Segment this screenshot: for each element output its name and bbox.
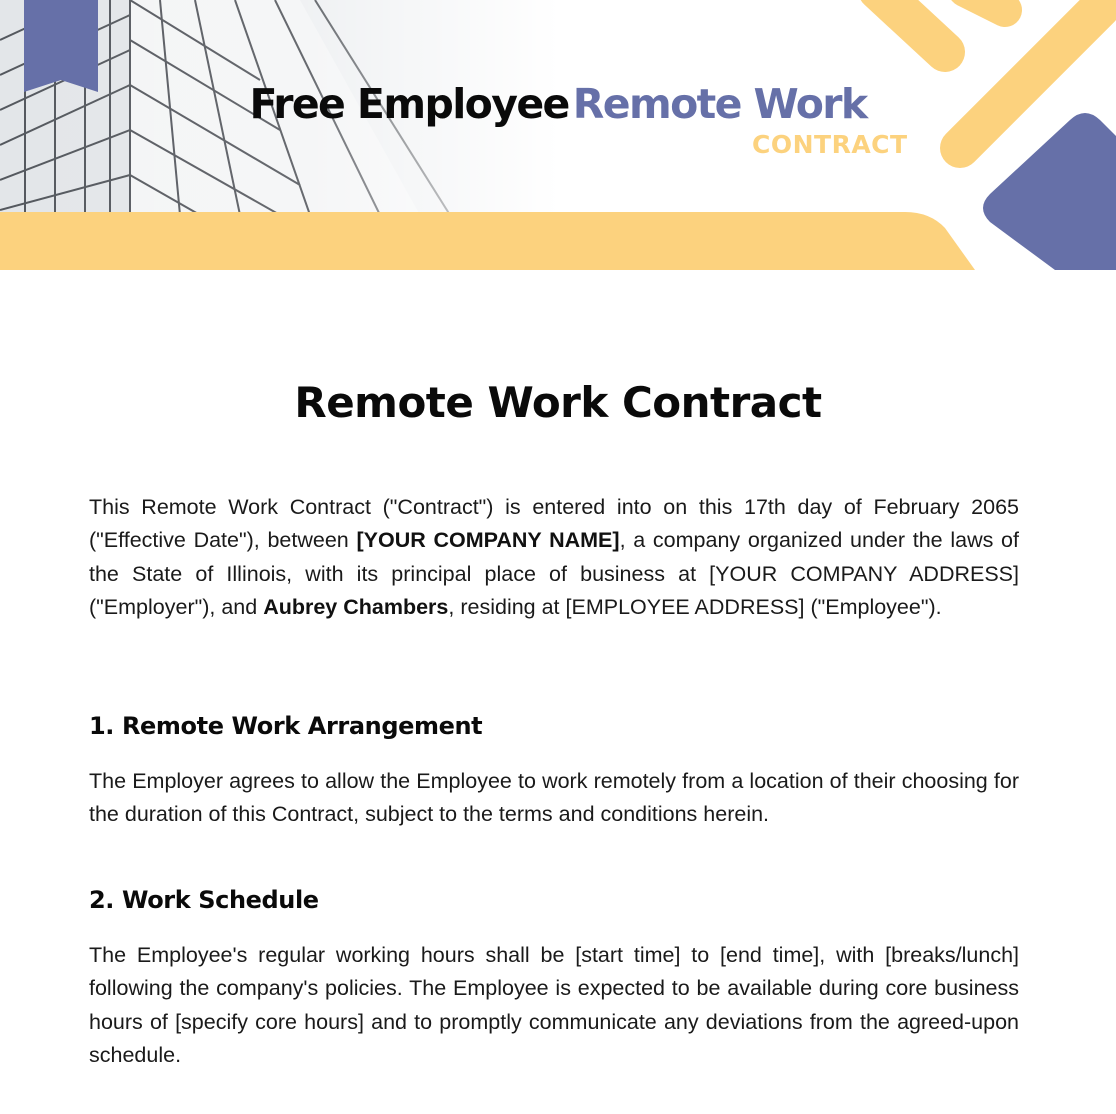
section-body: The Employer agrees to allow the Employee to work remotely from a location of their choosing for the duration of this Contract, subject to the terms and conditions herein. — [89, 769, 1019, 827]
banner-subtitle: CONTRACT — [752, 130, 908, 159]
banner-title-part1: Free Employee — [249, 80, 569, 128]
intro-text-3: , residing at [EMPLOYEE ADDRESS] ("Employee"). — [448, 594, 942, 619]
section-body: The Employee's regular working hours shall be [start time] to [end time], with [breaks/lunch] following the company's policies. The Employee is expected to be available during core business hours of [specify core hours] and to promptly communicate any deviations from the agreed-upon schedule. — [89, 943, 1019, 1067]
intro-text-1: This Remote Work Contract ("Contract") is entered into on this 17th day of February 2065 ("Effective Date"), between — [89, 495, 1019, 553]
company-name: [YOUR COMPANY NAME] — [356, 528, 620, 553]
banner-decoration — [0, 0, 1116, 272]
intro-text-2: , a company organized under the laws of the State of Illinois, with its principal place of business at [YOUR COMPANY ADDRESS] ("Employer"), and — [89, 528, 1019, 619]
bookmark-icon — [24, 0, 98, 92]
employee-name: Aubrey Chambers — [263, 594, 449, 619]
header-banner — [0, 0, 1116, 272]
intro-paragraph — [89, 491, 1019, 624]
banner-title-part2: Remote Work — [572, 80, 867, 128]
section-heading: 2. Work Schedule — [89, 886, 319, 914]
banner-title — [0, 80, 1116, 128]
section-heading: 1. Remote Work Arrangement — [89, 712, 483, 740]
document-title: Remote Work Contract — [294, 378, 822, 427]
